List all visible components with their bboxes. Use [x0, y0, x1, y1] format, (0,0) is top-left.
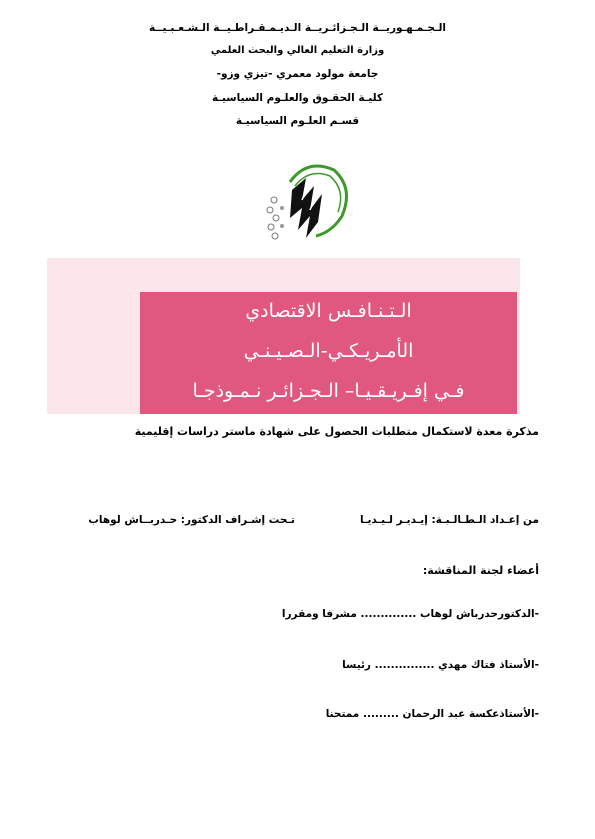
committee-member: -الدكتورحدرباش لوهاب .............. مشرفا ومقررا — [281, 608, 539, 620]
committee-heading: أعضاء لجنة المناقشة: — [422, 564, 539, 577]
header-university: جامعة مولود معمري -تيزي وزو- — [216, 68, 379, 80]
header-ministry: وزارة التعليم العالي والبحث العلمي — [210, 45, 385, 56]
title-box — [140, 292, 517, 414]
header-department: قسـم العلـوم السياسيـة — [235, 115, 360, 127]
header-republic: الـجـمـهـوريــة الـجـزائـريــة الـديـمـقـراطـيــة الـشـعـبـيــة — [148, 22, 447, 34]
title-line-2: الأمـريـكـي-الـصـيـنـي — [243, 340, 414, 362]
committee-member: -الأستاذعكسة عبد الرحمان ......... ممتحنا — [325, 708, 539, 720]
prepared-by: من إعـداد الـطـالـبـة: إيـديـر لـيـديـا — [359, 514, 539, 526]
title-line-3: فـي إفـريـقـيـا– الـجـزائـر نـمـوذجـا — [192, 380, 465, 402]
supervised-by: تـحت إشـراف الدكتور: حـدربــاش لوهاب — [88, 514, 295, 526]
university-logo-icon — [262, 160, 352, 245]
header-faculty: كليـة الحقـوق والعلـوم السياسيـة — [212, 92, 383, 104]
committee-member: -الأستاذ فتاك مهدي ............... رئيسا — [342, 659, 539, 671]
thesis-subtitle: مذكرة معدة لاستكمال متطلبات الحصول على شهادة ماستر دراسات إقليمية — [134, 425, 539, 438]
title-line-1: الـتـنـافـس الاقتصادي — [245, 300, 412, 322]
